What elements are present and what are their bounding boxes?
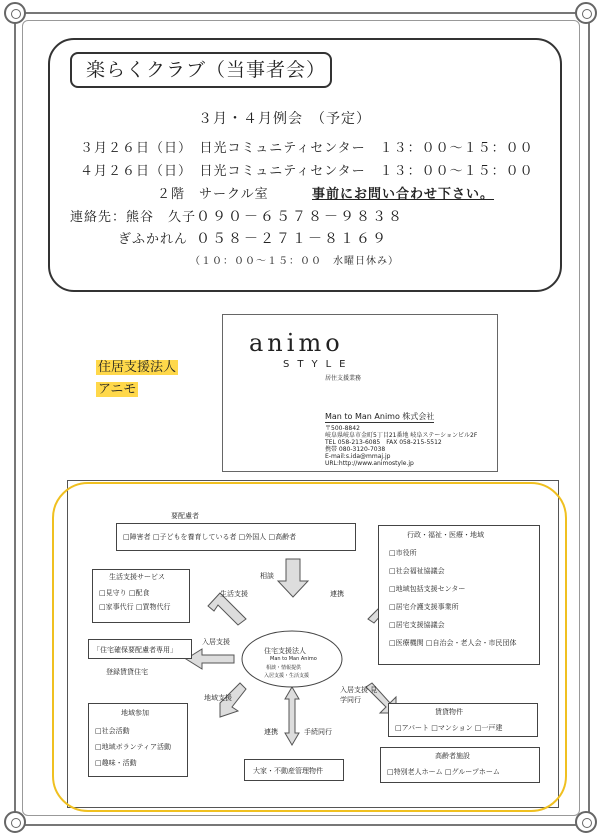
schedule-room: ２階 サークル室: [157, 187, 269, 202]
org-label-line1: 住居支援法人: [98, 360, 177, 375]
card-tag: 居住支援業務: [325, 375, 362, 382]
rental-items: □アパート □マンション □一戸建: [395, 724, 503, 732]
registered-housing-sub: 登録賃貸住宅: [106, 668, 148, 676]
agencies-title: 行政・福祉・医療・地域: [407, 531, 484, 539]
inquiry-request: 事前にお問い合わせ下さい。: [312, 187, 495, 202]
arrow-label-link-1: 連携: [330, 590, 344, 598]
center-line3: 相談・情報提供: [266, 665, 302, 671]
elderly-facility-items: □特別老人ホーム □グループホーム: [387, 768, 500, 776]
community-title: 地域参加: [121, 709, 149, 717]
contact-phone-2: ０５８－２７１－８１６９: [196, 231, 388, 247]
corner-ornament-icon: [575, 811, 597, 833]
card-addr-6: URL:http://www.animostyle.jp: [325, 460, 414, 467]
agencies-item-6: □医療機関 □自治会・老人会・市民団体: [389, 639, 517, 647]
card-addr-1: 〒500-8842: [325, 425, 360, 432]
arrow-label-visit: 入居支援 見学同行: [340, 686, 378, 704]
org-label-line2: アニモ: [98, 382, 137, 397]
contact-org: ぎふかれん: [118, 232, 189, 247]
living-support-item-2: □家事代行 □買物代行: [99, 603, 171, 611]
logo-style-text: STYLE: [283, 359, 354, 370]
arrow-label-consult: 相談: [260, 572, 274, 580]
contact-hours: （１０：００～１５：００ 水曜日休み）: [190, 256, 399, 267]
agencies-item-4: □居宅介護支援事業所: [389, 603, 459, 611]
arrow-label-link-2: 連携: [264, 728, 278, 736]
target-groups-box: □障害者 □子どもを養育している者 □外国人 □高齢者: [116, 523, 356, 551]
community-item-1: □社会活動: [95, 727, 130, 735]
card-company: Man to Man Animo 株式会社: [325, 412, 435, 421]
center-en: Man to Man Animo: [270, 656, 317, 662]
registered-housing-box: 「住宅確保要配慮者専用」: [88, 639, 192, 659]
elderly-facility-title: 高齢者施設: [435, 752, 470, 760]
agencies-item-1: □市役所: [389, 549, 417, 557]
card-addr-2: 岐阜県岐阜市金町5丁目21番地 岐阜ステーションビル2F: [325, 432, 478, 439]
arrow-label-move-in: 入居支援: [202, 638, 230, 646]
agencies-item-5: □居宅支援協議会: [389, 621, 445, 629]
community-item-2: □地域ボランティア活動: [95, 743, 172, 751]
animo-logo: animo: [249, 329, 344, 357]
contact-label: 連絡先：熊谷 久子: [70, 210, 197, 225]
living-support-item-1: □見守り □配食: [99, 589, 150, 597]
org-label-2: [96, 378, 138, 397]
center-line4: 入居支援・生活支援: [264, 673, 310, 679]
contact-phone-1: ０９０－６５７８－９８３８: [196, 209, 404, 225]
arrow-label-procedure: 手続同行: [304, 728, 332, 736]
living-support-title: 生活支援サービス: [109, 573, 165, 581]
notice-title: 楽らくクラブ（当事者会）: [70, 52, 332, 88]
community-item-3: □趣味・活動: [95, 759, 137, 767]
schedule-line-april: ４月２６日（日） 日光コミュニティセンター １３：００～１５：００: [80, 164, 534, 179]
card-addr-4: 携帯 080-3120-7038: [325, 446, 386, 453]
notice-subtitle: ３月・４月例会 （予定）: [198, 111, 371, 127]
landlord-box: 大家・不動産管理物件: [244, 759, 344, 781]
arrow-label-community: 地域支援: [204, 694, 232, 702]
agencies-item-3: □地域包括支援センター: [389, 585, 466, 593]
card-addr-5: E-mail:s.ida@mmaj.jp: [325, 453, 391, 460]
schedule-line-march: ３月２６日（日） 日光コミュニティセンター １３：００～１５：００: [80, 141, 534, 156]
corner-ornament-icon: [4, 811, 26, 833]
card-addr-3: TEL 058-213-6085 FAX 058-215-5512: [325, 439, 442, 446]
corner-ornament-icon: [575, 2, 597, 24]
highlight-ring: [52, 482, 567, 812]
agencies-item-2: □社会福祉協議会: [389, 567, 445, 575]
org-label: [96, 356, 178, 375]
center-title: 住宅支援法人: [264, 647, 306, 655]
corner-ornament-icon: [4, 2, 26, 24]
top-label: 要配慮者: [171, 512, 199, 520]
arrow-label-living: 生活支援: [220, 590, 248, 598]
rental-title: 賃貸物件: [435, 708, 463, 716]
business-card: [222, 314, 498, 472]
